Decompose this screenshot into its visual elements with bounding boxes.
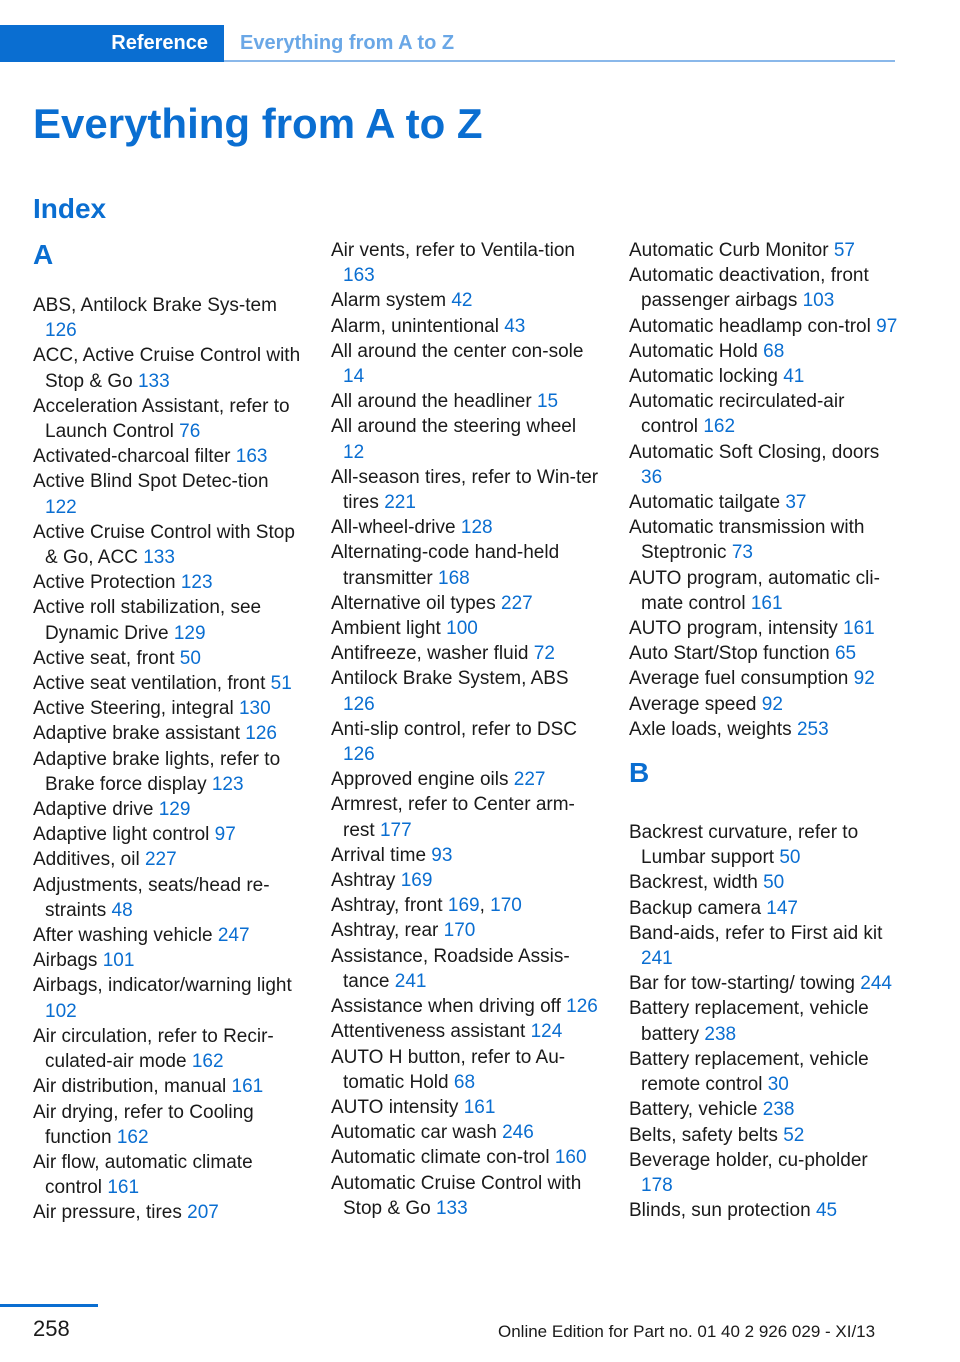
index-entry [331,389,599,414]
page-reference-link[interactable]: 124 [530,1021,563,1043]
page-reference-link[interactable]: 133 [143,547,175,569]
index-entry-text: Automatic climate con-trol [331,1147,550,1169]
index-entry-text: Automatic transmission with Steptronic [629,517,865,564]
index-entry [331,666,599,716]
index-entry-text: Air pressure, tires [33,1202,182,1224]
index-entry-text: ACC, Active Cruise Control with Stop & Go [33,345,301,392]
page-reference-link[interactable]: 160 [554,1147,587,1169]
index-entry [629,996,901,1046]
header-divider [224,60,895,62]
index-entry-text: Axle loads, weights [629,718,792,740]
index-entry-text: Alarm, unintentional [331,315,499,337]
page-title: Everything from A to Z [33,100,483,147]
index-entry [629,1097,901,1122]
index-entry-text: Activated-charcoal filter [33,446,231,468]
index-entry [629,566,901,616]
index-entry [629,971,901,996]
header-tab-reference: Reference [0,25,224,62]
index-entry-text: Battery, vehicle [629,1099,758,1121]
page-reference-link[interactable]: 68 [763,340,785,362]
index-entry [33,973,301,1023]
page-reference-link[interactable]: 122 [45,496,77,518]
page-reference-link[interactable]: 221 [384,492,416,514]
page-reference-link[interactable]: 126 [45,320,77,342]
page-reference-link[interactable]: 52 [783,1124,805,1146]
page-reference-link[interactable]: 241 [641,948,673,970]
index-entry [331,868,599,893]
index-entry-text: Ambient light [331,618,441,640]
index-entry [331,1145,599,1170]
index-entry-text: Average speed [629,693,757,715]
page-reference-link[interactable]: 92 [761,693,783,715]
index-entry [331,944,599,994]
index-entry [33,847,301,872]
index-column-3 [629,238,901,1223]
page-reference-link[interactable]: 51 [270,673,292,695]
page-reference-link[interactable]: 65 [834,643,857,665]
index-entry [33,721,301,746]
page-reference-link[interactable]: 42 [451,290,473,312]
index-entry-text: Attentiveness assistant [331,1021,526,1043]
index-entry-text: Automatic headlamp con-trol [629,315,871,337]
index-entry-text: Antifreeze, washer fluid [331,643,529,665]
page-reference-link[interactable]: 227 [144,849,177,871]
index-entry-text: Airbags [33,950,98,972]
page-reference-link[interactable]: 161 [750,592,783,614]
index-entry-text: AUTO intensity [331,1096,459,1118]
index-entry-text: Automatic Curb Monitor [629,240,829,261]
page-reference-link[interactable]: 169 [447,895,480,917]
index-entry [331,1171,599,1221]
index-column-2 [331,238,599,1221]
index-entry-text: Automatic tailgate [629,492,781,514]
index-entry [629,263,901,313]
index-entry-text: Automatic Hold [629,340,758,362]
page-reference-link[interactable]: 76 [179,421,201,443]
index-entry-text: Battery replacement, vehicle remote control [629,1048,869,1096]
index-entry-text: Active Cruise Control with Stop & Go, ACC [33,521,295,569]
index-entry-text: Armrest, refer to Center arm-rest [331,794,575,841]
page-reference-link[interactable]: 101 [102,950,135,972]
index-entry [629,1198,901,1223]
page-reference-link[interactable]: 92 [853,668,875,690]
index-entry [331,767,599,792]
index-entry-text: Battery replacement, vehicle battery [629,998,869,1045]
index-entry [33,1150,301,1200]
page-reference-link[interactable]: 227 [501,592,533,614]
index-entry-text: Additives, oil [33,849,140,871]
page-reference-link[interactable]: 41 [783,366,805,388]
index-entry-text: Assistance when driving off [331,996,561,1018]
index-entry [629,440,901,490]
index-entry-text: Anti-slip control, refer to DSC [331,718,578,740]
page-reference-link[interactable]: 73 [731,542,753,564]
page-reference-link[interactable]: 50 [763,872,785,894]
index-entry-text: Acceleration Assistant, refer to Launch Control [33,395,290,443]
page-reference-link[interactable]: 103 [802,290,835,312]
index-entry [33,1024,301,1074]
index-entry-text: Ashtray [331,870,396,892]
page-reference-link[interactable]: 170 [443,920,476,942]
page-reference-link[interactable]: 30 [767,1074,789,1096]
index-entry: Ashtray, front 169, 170 [331,895,522,917]
index-entry [331,717,599,767]
page-reference-link[interactable]: 102 [45,1000,77,1022]
index-entry [629,666,901,691]
index-entry [629,314,901,339]
page-reference-link[interactable]: 12 [343,441,365,463]
index-entry-text: Assistance, Roadside Assis-tance [331,945,570,992]
footer-divider [0,1304,98,1307]
page-reference-link[interactable]: 123 [180,572,213,594]
index-entry-text: Average fuel consumption [629,668,849,690]
index-entry [331,515,599,540]
index-entry-text: Backrest, width [629,872,758,894]
page-reference-link[interactable]: 126 [566,996,598,1018]
index-entry-text: Approved engine oils [331,769,509,791]
index-entry-text: Active Protection [33,572,176,594]
index-entry [629,364,901,389]
index-entry [33,520,301,570]
index-entry [629,339,901,364]
page-reference-link[interactable]: 14 [343,366,365,388]
index-entry-text: Adaptive drive [33,799,154,821]
index-entry-text: Air vents, refer to Ventila-tion [331,240,575,261]
index-entry-text: Ashtray, front [331,895,443,917]
index-entry [331,918,599,943]
index-entry [33,1200,301,1225]
page-reference-link[interactable]: 45 [815,1200,838,1222]
page-number: 258 [33,1316,70,1341]
index-entry-text: Air distribution, manual [33,1076,227,1098]
page-reference-link[interactable]: 162 [191,1051,224,1073]
page-reference-link[interactable]: 128 [460,517,493,539]
index-entry-text: Antilock Brake System, ABS [331,668,569,690]
index-entry [33,747,301,797]
index-entry [629,490,901,515]
index-entry-text: Automatic Cruise Control with Stop & Go [331,1172,582,1219]
page-reference-link[interactable]: 97 [876,315,898,337]
index-entry [331,792,599,842]
index-entry [33,948,301,973]
page-reference-link[interactable]: 48 [111,899,133,921]
index-entry [331,1095,599,1120]
index-letter-a: A [33,239,54,270]
index-entry [629,515,901,565]
index-entry-text: Adaptive light control [33,824,210,846]
index-entry-text: Alternative oil types [331,592,496,614]
index-entry-text: Air flow, automatic climate control [33,1151,253,1199]
page-reference-link[interactable]: 227 [513,769,546,791]
index-entry [629,616,901,641]
page-reference-link[interactable]: 97 [214,824,236,846]
index-entry-text: Band-aids, refer to First aid kit [629,922,883,944]
index-entry-text: Automatic car wash [331,1122,497,1144]
index-entry-text: Blinds, sun protection [629,1200,811,1222]
index-entry [33,822,301,847]
index-entry-text: Backup camera [629,897,762,919]
index-entry [33,671,301,696]
index-entry-text: All-season tires, refer to Win-ter tires [331,466,599,514]
index-entry-text: Adaptive brake lights, refer to Brake force display [33,748,281,795]
index-entry-text: Active Steering, integral [33,698,234,720]
page-reference-link[interactable]: 161 [231,1076,264,1098]
index-entry [33,923,301,948]
index-entry [331,314,599,339]
index-entry [331,288,599,313]
page-reference-link[interactable]: 163 [343,265,375,287]
index-entry [629,692,901,717]
page-reference-link[interactable]: 238 [704,1023,737,1045]
index-entry [629,896,901,921]
header-section-title: Everything from A to Z [240,32,455,54]
index-entry-text: Bar for tow-starting/ towing [629,973,855,995]
page-reference-link[interactable]: 68 [453,1071,476,1093]
index-entry-text: Active seat, front [33,647,175,669]
index-entry-text: All around the headliner [331,391,532,413]
index-entry-text: Air circulation, refer to Recir-culated-air mode [33,1025,274,1073]
index-entry [629,870,901,895]
page-reference-link[interactable]: 170 [490,895,522,917]
page-reference-link[interactable]: 36 [641,466,663,488]
index-column-1 [33,238,301,1226]
index-entry-text: Active roll stabilization, see Dynamic Drive [33,597,262,644]
page-reference-link[interactable]: 247 [217,925,250,947]
page-reference-link[interactable]: 50 [779,847,801,869]
page-reference-link[interactable]: 162 [703,416,736,438]
edition-note: Online Edition for Part no. 01 40 2 926 029 - XI/13 [498,1322,876,1341]
index-entry [331,843,599,868]
index-entry [33,646,301,671]
index-entry [33,394,301,444]
index-entry [629,921,901,971]
page-reference-link[interactable]: 147 [766,897,798,919]
index-entry [331,465,599,515]
index-entry [629,820,901,870]
index-letter-b: B [629,757,650,789]
page-reference-link[interactable]: 15 [536,391,559,413]
index-entry [331,540,599,590]
page-reference-link[interactable]: 133 [435,1197,468,1219]
index-entry [629,238,901,263]
page-reference-link[interactable]: 161 [463,1096,496,1118]
index-entry [33,873,301,923]
index-entry-text: Alternating-code hand-held transmitter [331,542,560,589]
page-reference-link[interactable]: 207 [187,1202,219,1224]
index-entry [33,343,301,393]
index-entry [33,570,301,595]
index-entry [33,797,301,822]
index-entry [331,616,599,641]
page-reference-link[interactable]: 126 [343,744,375,766]
page-reference-link[interactable]: 246 [502,1122,534,1144]
index-entry-text: Automatic deactivation, front passenger airbags [629,265,869,312]
index-entry [331,1045,599,1095]
page-reference-link[interactable]: 50 [179,647,201,669]
index-entry-text: All-wheel-drive [331,517,456,539]
index-entry [331,339,599,389]
index-entry-text: All around the steering wheel [331,416,577,438]
page-reference-link[interactable]: 57 [833,240,855,261]
index-entry-text: Automatic locking [629,366,778,388]
index-entry [629,641,901,666]
index-entry-text: Adaptive brake assistant [33,723,241,745]
index-entry-text: Active Blind Spot Detec-tion [33,471,269,493]
index-entry-text: Beverage holder, cu-pholder [629,1149,868,1171]
index-entry [33,1100,301,1150]
page-reference-link[interactable]: 244 [860,973,892,995]
index-subtitle: Index [33,193,107,224]
index-entry-text: After washing vehicle [33,925,213,947]
index-entry-text: Backrest curvature, refer to Lumbar support [629,822,859,869]
index-entry [33,444,301,469]
index-entry [629,717,901,742]
index-entry [33,595,301,645]
index-entry-text: Airbags, indicator/warning light [33,975,292,997]
page-reference-link[interactable]: 129 [173,622,206,644]
index-entry [629,1047,901,1097]
index-entry-text: Adjustments, seats/head re-straints [33,874,270,921]
page-reference-link[interactable]: 162 [116,1126,149,1148]
index-entry [331,591,599,616]
page-reference-link[interactable]: 253 [796,718,829,740]
page-reference-link[interactable]: 123 [211,773,244,795]
index-entry-text: AUTO program, automatic cli-mate control [629,567,880,614]
page-header [0,25,960,62]
page-reference-link[interactable]: 72 [533,643,555,665]
page-reference-link[interactable]: 43 [504,315,526,337]
index-entry-text: Arrival time [331,844,427,866]
index-entry-text: Active seat ventilation, front [33,673,266,695]
index-entry-text: AUTO program, intensity [629,618,838,640]
index-entry [33,469,301,519]
index-entry [33,293,301,343]
index-entry-text: ABS, Antilock Brake Sys-tem [33,295,277,316]
page-reference-link[interactable]: 126 [343,693,375,715]
page-reference-link[interactable]: 177 [379,819,412,841]
index-entry [33,696,301,721]
index-entry-text: Automatic recirculated-air control [629,391,845,438]
index-entry [331,414,599,464]
page-reference-link[interactable]: 37 [785,492,807,514]
index-entry-text: Automatic Soft Closing, doors [629,441,880,463]
index-entry-text: AUTO H button, refer to Au-tomatic Hold [331,1046,566,1093]
index-entry-text: Belts, safety belts [629,1124,778,1146]
index-entry-text: Alarm system [331,290,447,312]
page-reference-link[interactable]: 130 [238,698,271,720]
index-entry-text: Ashtray, rear [331,920,439,942]
page-reference-link[interactable]: 163 [235,446,268,468]
page-reference-link[interactable]: 169 [400,870,433,892]
page-reference-link[interactable]: 133 [137,370,170,392]
index-entry [331,994,599,1019]
page-reference-link[interactable]: 126 [245,723,277,745]
page-reference-link[interactable]: 241 [394,970,427,992]
page-reference-link[interactable]: 161 [843,618,875,640]
index-entry [629,1123,901,1148]
page-reference-link[interactable]: 238 [762,1099,795,1121]
index-entry-text: Auto Start/Stop function [629,643,830,665]
page-reference-link[interactable]: 178 [641,1174,673,1196]
index-entry-text: All around the center con-sole [331,340,584,362]
index-entry-text: Air drying, refer to Cooling function [33,1101,254,1148]
index-entry [629,1148,901,1198]
page-reference-link[interactable]: 161 [107,1177,140,1199]
index-entry [331,641,599,666]
index-entry [331,1019,599,1044]
index-entry [33,1074,301,1099]
index-entry [331,1120,599,1145]
page-reference-link[interactable]: 168 [438,567,470,589]
page-reference-link[interactable]: 129 [158,799,191,821]
page-reference-link[interactable]: 93 [431,844,453,866]
page-reference-link[interactable]: 100 [446,618,478,640]
index-entry [629,389,901,439]
index-entry [331,238,599,288]
